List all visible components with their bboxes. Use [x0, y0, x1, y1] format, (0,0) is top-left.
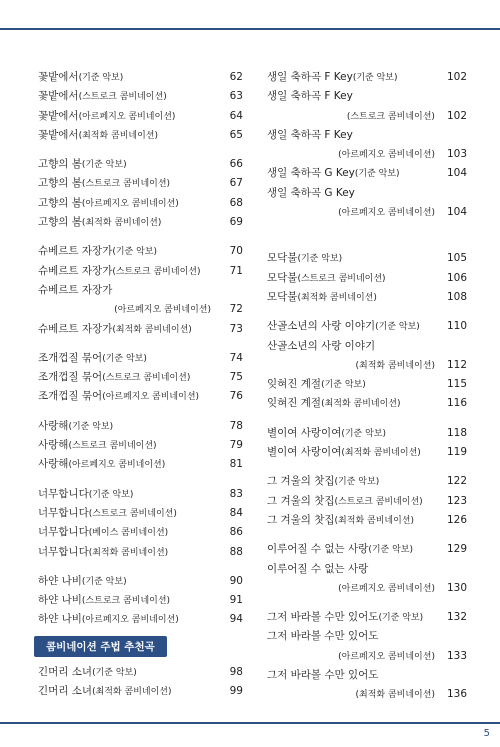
toc-entry-title: [267, 560, 368, 579]
toc-entry-subtitle: (아르페지오 콤비네이션): [338, 583, 435, 594]
toc-entry-song: 생일 축하곡 F Key: [267, 71, 353, 83]
toc-entry-page: 68: [229, 196, 243, 209]
toc-entry-subtitle: (기준 악보): [368, 545, 413, 556]
toc-entry-page: 122: [446, 475, 467, 488]
toc-entry-song: 잊혀진 계절: [267, 378, 322, 391]
toc-entry-title: [38, 349, 147, 369]
toc-entry-subtitle: (아르페지오 콤비네이션): [81, 615, 179, 626]
toc-right-column: [267, 68, 467, 705]
toc-entry-title: [38, 174, 170, 194]
toc-entry-song: 이루어질 수 없는 사랑: [267, 562, 369, 575]
group-spacer: [267, 530, 467, 540]
toc-entry-title: [267, 443, 421, 463]
toc-entry-song: 슈베르트 자장가: [38, 245, 113, 258]
toc-entry-subtitle: (베이스 콤비네이션): [88, 528, 169, 539]
toc-entry-page: 91: [229, 594, 243, 607]
toc-entry-subtitle: (최적화 콤비네이션): [112, 324, 192, 335]
toc-entry-subtitle: (최적화 콤비네이션): [297, 292, 377, 303]
toc-entry-title: [114, 300, 211, 320]
toc-entry-song: 고향의 봄: [38, 216, 82, 229]
toc-entry-subtitle: (아르페지오 콤비네이션): [338, 150, 435, 161]
toc-entry[interactable]: [267, 317, 467, 336]
toc-entry-song: 꽃밭에서: [38, 109, 79, 122]
toc-entry-page: 76: [229, 390, 243, 403]
toc-entry-song: 하얀 나비: [38, 574, 82, 587]
toc-entry-title: [267, 627, 378, 646]
toc-entry[interactable]: [267, 472, 467, 491]
toc-entry-subtitle: (기준 악보): [88, 489, 134, 500]
toc-entry-page: 99: [229, 685, 243, 698]
toc-entry-subtitle: (최적화 콤비네이션): [321, 399, 401, 410]
toc-entry[interactable]: [267, 394, 467, 413]
toc-entry-title: [356, 685, 435, 705]
toc-entry-subtitle: (기준 악보): [354, 169, 400, 180]
toc-entry-subtitle: (최적화 콤비네이션): [92, 687, 172, 698]
toc-entry[interactable]: [38, 610, 243, 629]
toc-entry-title: [38, 523, 168, 543]
toc-entry-subtitle: (아르페지오 콤비네이션): [78, 111, 176, 122]
toc-entry-title: [267, 472, 379, 492]
toc-entry-song: 꽃밭에서: [38, 90, 79, 103]
toc-entry-song: 모닥불: [267, 290, 298, 303]
toc-entry-title: [267, 337, 375, 356]
toc-entry-title: [38, 455, 165, 475]
bottom-rule: [0, 722, 500, 724]
toc-entry[interactable]: [267, 249, 467, 268]
toc-entry-song: 산골소년의 사랑 이야기: [267, 339, 376, 352]
page-number: 5: [483, 728, 490, 739]
toc-entry-subtitle: (기준 악보): [297, 254, 343, 265]
toc-entry-title: [267, 608, 423, 628]
toc-entry[interactable]: [267, 375, 467, 394]
toc-entry-title: [38, 281, 112, 300]
toc-entry[interactable]: [38, 436, 243, 455]
toc-entry[interactable]: [38, 320, 243, 339]
group-spacer: [38, 339, 243, 349]
toc-entry-title: [338, 145, 435, 165]
toc-entry-subtitle: (스트로크 콤비네이션): [68, 441, 157, 452]
toc-entry-title: [38, 663, 137, 683]
toc-entry-page: 88: [229, 545, 243, 558]
toc-entry-subtitle: (아르페지오 콤비네이션): [114, 305, 211, 316]
toc-entry-page: 70: [229, 245, 243, 258]
toc-entry-subtitle: (스트로크 콤비네이션): [102, 373, 191, 384]
toc-entry-page: 75: [229, 371, 243, 384]
group-spacer: [267, 414, 467, 424]
toc-entry-song: 그 겨울의 찻집: [267, 475, 335, 488]
toc-entry-song: 조개껍질 묶어: [38, 351, 103, 364]
group-spacer: [38, 232, 243, 242]
group-spacer: [38, 475, 243, 485]
toc-entry-subtitle: (최적화 콤비네이션): [81, 218, 162, 229]
toc-entry-subtitle: (최적화 콤비네이션): [355, 690, 435, 701]
toc-entry[interactable]: [267, 87, 467, 106]
toc-entry-title: [267, 87, 353, 106]
toc-entry[interactable]: [38, 523, 243, 542]
toc-entry[interactable]: [267, 511, 467, 530]
toc-entry-title: [38, 320, 192, 340]
toc-entry-song: 고향의 봄: [38, 158, 82, 171]
toc-entry[interactable]: [38, 485, 243, 504]
toc-entry[interactable]: [267, 492, 467, 511]
toc-entry[interactable]: [267, 145, 467, 164]
toc-entry-title: [38, 242, 157, 262]
toc-entry-title: [267, 317, 420, 337]
toc-entry-page: 126: [446, 513, 467, 526]
toc-entry-page: 69: [229, 216, 243, 229]
toc-entry-subtitle: (스트로크 콤비네이션): [334, 496, 423, 507]
toc-entry-title: [347, 107, 435, 127]
toc-entry-page: 71: [229, 264, 243, 277]
group-spacer: [267, 598, 467, 608]
toc-entry[interactable]: [267, 126, 467, 145]
toc-entry[interactable]: [38, 194, 243, 213]
toc-entry-title: [267, 540, 413, 560]
toc-entry[interactable]: [38, 68, 243, 87]
toc-entry-title: [267, 184, 355, 203]
toc-entry-subtitle: (아르페지오 콤비네이션): [338, 208, 435, 219]
toc-entry[interactable]: [267, 424, 467, 443]
toc-entry-title: [38, 68, 123, 88]
toc-entry[interactable]: [267, 685, 467, 704]
toc-entry-page: 133: [446, 649, 467, 662]
toc-entry[interactable]: [267, 288, 467, 307]
toc-entry-page: 106: [446, 271, 467, 284]
toc-entry-title: [267, 394, 401, 414]
toc-entry-song: 슈베르트 자장가: [38, 283, 113, 296]
toc-entry-subtitle: (아르페지오 콤비네이션): [338, 651, 435, 662]
toc-entry-page: 119: [446, 446, 467, 459]
toc-entry-page: 78: [229, 419, 243, 432]
toc-entry-song: 별이여 사랑이여: [267, 446, 342, 459]
group-spacer: [267, 462, 467, 472]
toc-entry[interactable]: [267, 184, 467, 203]
toc-entry[interactable]: [267, 164, 467, 183]
toc-entry-title: [38, 572, 127, 592]
toc-entry-page: 98: [229, 665, 243, 678]
toc-entry-song: 사랑해: [38, 439, 69, 452]
toc-entry-title: [267, 666, 378, 685]
toc-entry-page: 65: [229, 128, 243, 141]
toc-entry-page: 72: [229, 303, 243, 316]
toc-entry-page: 115: [446, 378, 467, 391]
group-spacer: [267, 307, 467, 317]
toc-entry-title: [38, 504, 177, 524]
toc-entry[interactable]: [38, 242, 243, 261]
toc-entry-page: 73: [229, 322, 243, 335]
toc-entry[interactable]: [38, 572, 243, 591]
toc-entry[interactable]: [38, 368, 243, 387]
toc-entry-subtitle: (스트로크 콤비네이션): [346, 111, 435, 122]
top-rule: [0, 28, 500, 30]
toc-entry-page: 123: [446, 494, 467, 507]
section-header: 콤비네이션 주법 추천곡: [34, 636, 167, 657]
toc-entry[interactable]: [267, 540, 467, 559]
toc-entry-page: 90: [229, 574, 243, 587]
toc-entry-subtitle: (기준 악보): [92, 667, 137, 678]
toc-entry-song: 너무합니다: [38, 526, 89, 539]
toc-entry-title: [267, 375, 366, 395]
toc-entry-subtitle: (스트로크 콤비네이션): [297, 273, 386, 284]
toc-entry-title: [267, 424, 386, 444]
group-spacer: [38, 562, 243, 572]
toc-entry-song: 슈베르트 자장가: [38, 322, 113, 335]
toc-entry[interactable]: [38, 213, 243, 232]
toc-entry-title: [338, 203, 435, 223]
toc-entry-song: 너무합니다: [38, 545, 89, 558]
toc-entry-title: [338, 647, 435, 667]
toc-entry-subtitle: (기준 악보): [341, 428, 387, 439]
toc-entry-title: [267, 288, 377, 308]
toc-entry[interactable]: [267, 560, 467, 579]
toc-entry-page: 116: [446, 397, 467, 410]
toc-entry-song: 너무합니다: [38, 487, 89, 500]
toc-entry[interactable]: [38, 262, 243, 281]
toc-entry-subtitle: (기준 악보): [321, 380, 366, 391]
group-spacer: [38, 145, 243, 155]
toc-entry-title: [38, 107, 175, 127]
toc-entry[interactable]: [38, 87, 243, 106]
toc-entry-subtitle: (기준 악보): [81, 576, 127, 587]
toc-entry-song: 꽃밭에서: [38, 128, 79, 141]
toc-entry-page: 81: [229, 458, 243, 471]
toc-entry-page: 62: [229, 71, 243, 83]
toc-entry-song: 그 겨울의 찻집: [267, 494, 335, 507]
toc-entry[interactable]: [267, 68, 467, 87]
toc-entry-song: 고향의 봄: [38, 177, 82, 190]
toc-entry-song: 사랑해: [38, 458, 69, 471]
toc-entry-song: 긴머리 소녀: [38, 685, 93, 698]
toc-entry[interactable]: [38, 663, 243, 682]
toc-entry-subtitle: (스트로크 콤비네이션): [81, 596, 171, 607]
toc-entry-subtitle: (스트로크 콤비네이션): [81, 179, 171, 190]
toc-entry[interactable]: [38, 107, 243, 126]
toc-entry-subtitle: (최적화 콤비네이션): [355, 360, 435, 371]
toc-entry-subtitle: (최적화 콤비네이션): [78, 130, 159, 141]
toc-entry-title: [38, 610, 179, 630]
toc-entry[interactable]: [267, 269, 467, 288]
toc-entry-song: 하얀 나비: [38, 594, 82, 607]
toc-entry[interactable]: [267, 107, 467, 126]
toc-entry-song: 그저 바라볼 수만 있어도: [267, 611, 379, 624]
toc-entry-title: [267, 68, 397, 88]
toc-entry-song: 이루어질 수 없는 사랑: [267, 543, 369, 556]
toc-entry-subtitle: (아르페지오 콤비네이션): [102, 392, 200, 403]
toc-entry-title: [356, 356, 435, 376]
toc-entry[interactable]: [38, 349, 243, 368]
toc-entry-song: 생일 축하곡 G Key: [267, 167, 355, 180]
toc-entry[interactable]: [38, 300, 243, 319]
toc-entry[interactable]: [38, 281, 243, 300]
toc-entry-subtitle: (기준 악보): [78, 73, 124, 83]
toc-entry-title: [38, 194, 179, 214]
toc-entry-page: 112: [446, 358, 467, 371]
toc-entry-song: 잊혀진 계절: [267, 397, 322, 410]
toc-entry-song: 너무합니다: [38, 506, 89, 519]
toc-entry-song: 꽃밭에서: [38, 71, 79, 83]
toc-entry-title: [267, 126, 353, 145]
toc-entry-subtitle: (기준 악보): [375, 322, 420, 333]
toc-entry-title: [38, 436, 157, 456]
toc-entry-song: 그저 바라볼 수만 있어도: [267, 669, 379, 682]
toc-entry-page: 136: [446, 688, 467, 701]
toc-entry-song: 조개껍질 묶어: [38, 390, 103, 403]
toc-entry-page: 132: [446, 611, 467, 624]
toc-entry[interactable]: [267, 627, 467, 646]
toc-entry-page: 118: [446, 426, 467, 439]
toc-entry[interactable]: [38, 126, 243, 145]
group-spacer: [38, 407, 243, 417]
toc-entry[interactable]: [38, 387, 243, 406]
toc-entry-song: 고향의 봄: [38, 196, 82, 209]
toc-entry-song: 생일 축하곡 G Key: [267, 186, 355, 199]
toc-entry-page: 64: [229, 109, 243, 122]
toc-entry-title: [338, 579, 435, 599]
toc-entry-title: [38, 682, 172, 702]
toc-entry[interactable]: [38, 504, 243, 523]
toc-entry-song: 그 겨울의 찻집: [267, 513, 335, 526]
toc-entry-page: 104: [446, 206, 467, 219]
toc-entry-page: 104: [446, 167, 467, 180]
toc-entry-subtitle: (최적화 콤비네이션): [341, 448, 421, 459]
toc-entry-title: [38, 368, 190, 388]
toc-entry[interactable]: [267, 356, 467, 375]
toc-entry[interactable]: [267, 579, 467, 598]
toc-entry-subtitle: (기준 악보): [334, 477, 380, 488]
toc-entry[interactable]: [267, 203, 467, 222]
toc-entry-page: 103: [446, 148, 467, 161]
toc-entry-page: 66: [229, 158, 243, 171]
toc-entry-subtitle: (최적화 콤비네이션): [88, 547, 169, 558]
toc-entry-subtitle: (아르페지오 콤비네이션): [81, 198, 179, 209]
toc-entry-title: [267, 164, 400, 184]
toc-entry-song: 별이여 사랑이여: [267, 426, 342, 439]
toc-entry-page: 102: [446, 109, 467, 122]
toc-entry-song: 모닥불: [267, 271, 298, 284]
toc-entry-title: [38, 485, 133, 505]
toc-entry-song: 생일 축하곡 F Key: [267, 90, 353, 103]
toc-entry-page: 130: [446, 581, 467, 594]
toc-entry-subtitle: (기준 악보): [112, 247, 158, 258]
toc-entry-subtitle: (스트로크 콤비네이션): [78, 92, 167, 103]
toc-entry-subtitle: (기준 악보): [102, 353, 147, 364]
toc-entry-title: [267, 269, 386, 289]
toc-entry-page: 84: [229, 506, 243, 519]
toc-entry-page: 67: [229, 177, 243, 190]
toc-entry-song: 모닥불: [267, 252, 298, 265]
toc-entry-title: [38, 155, 127, 175]
toc-entry-page: 74: [229, 351, 243, 364]
toc-entry-title: [38, 591, 170, 611]
toc-entry[interactable]: [38, 591, 243, 610]
toc-entry-page: 94: [229, 613, 243, 626]
toc-entry-page: 86: [229, 526, 243, 539]
toc-entry-subtitle: (기준 악보): [352, 73, 398, 83]
toc-entry-page: 79: [229, 439, 243, 452]
toc-entry[interactable]: [38, 455, 243, 474]
toc-entry-subtitle: (기준 악보): [378, 613, 424, 624]
toc-entry[interactable]: [38, 543, 243, 562]
toc-entry-subtitle: (기준 악보): [81, 160, 127, 171]
toc-entry-subtitle: (아르페지오 콤비네이션): [68, 460, 166, 471]
toc-entry-song: 슈베르트 자장가: [38, 264, 113, 277]
toc-entry-title: [38, 213, 161, 233]
toc-entry-subtitle: (기준 악보): [68, 421, 114, 432]
toc-entry[interactable]: [38, 682, 243, 701]
toc-entry-title: [38, 126, 158, 146]
toc-entry[interactable]: [267, 608, 467, 627]
toc-entry[interactable]: [267, 337, 467, 356]
toc-entry-song: 사랑해: [38, 419, 69, 432]
toc-entry-title: [267, 249, 342, 269]
toc-entry-title: [267, 492, 423, 512]
toc-entry-song: 그저 바라볼 수만 있어도: [267, 630, 379, 643]
toc-left-column: [38, 68, 243, 701]
group-spacer: [267, 222, 467, 249]
toc-entry-song: 긴머리 소녀: [38, 665, 93, 678]
toc-entry-page: 108: [446, 290, 467, 303]
toc-entry-song: 산골소년의 사랑 이야기: [267, 320, 376, 333]
toc-entry[interactable]: [267, 666, 467, 685]
toc-entry[interactable]: [38, 155, 243, 174]
toc-entry-subtitle: (스트로크 콤비네이션): [112, 266, 201, 277]
toc-entry-subtitle: (최적화 콤비네이션): [334, 515, 414, 526]
toc-entry-song: 하얀 나비: [38, 613, 82, 626]
toc-entry-subtitle: (스트로크 콤비네이션): [88, 508, 177, 519]
toc-entry-song: 생일 축하곡 F Key: [267, 128, 353, 141]
toc-entry-title: [38, 417, 113, 437]
toc-entry-title: [38, 387, 199, 407]
toc-entry-song: 조개껍질 묶어: [38, 371, 103, 384]
toc-entry-page: 129: [446, 543, 467, 556]
toc-entry-title: [38, 543, 168, 563]
toc-entry-page: 63: [229, 90, 243, 103]
toc-entry-page: 110: [446, 320, 467, 333]
toc-entry[interactable]: [267, 443, 467, 462]
toc-entry[interactable]: [38, 174, 243, 193]
toc-entry-title: [38, 87, 167, 107]
toc-entry[interactable]: [267, 647, 467, 666]
toc-entry-page: 83: [229, 487, 243, 500]
toc-entry-title: [267, 511, 414, 531]
toc-entry-page: 102: [446, 71, 467, 83]
toc-entry-title: [38, 262, 200, 282]
toc-entry-page: 105: [446, 252, 467, 265]
toc-entry[interactable]: [38, 417, 243, 436]
